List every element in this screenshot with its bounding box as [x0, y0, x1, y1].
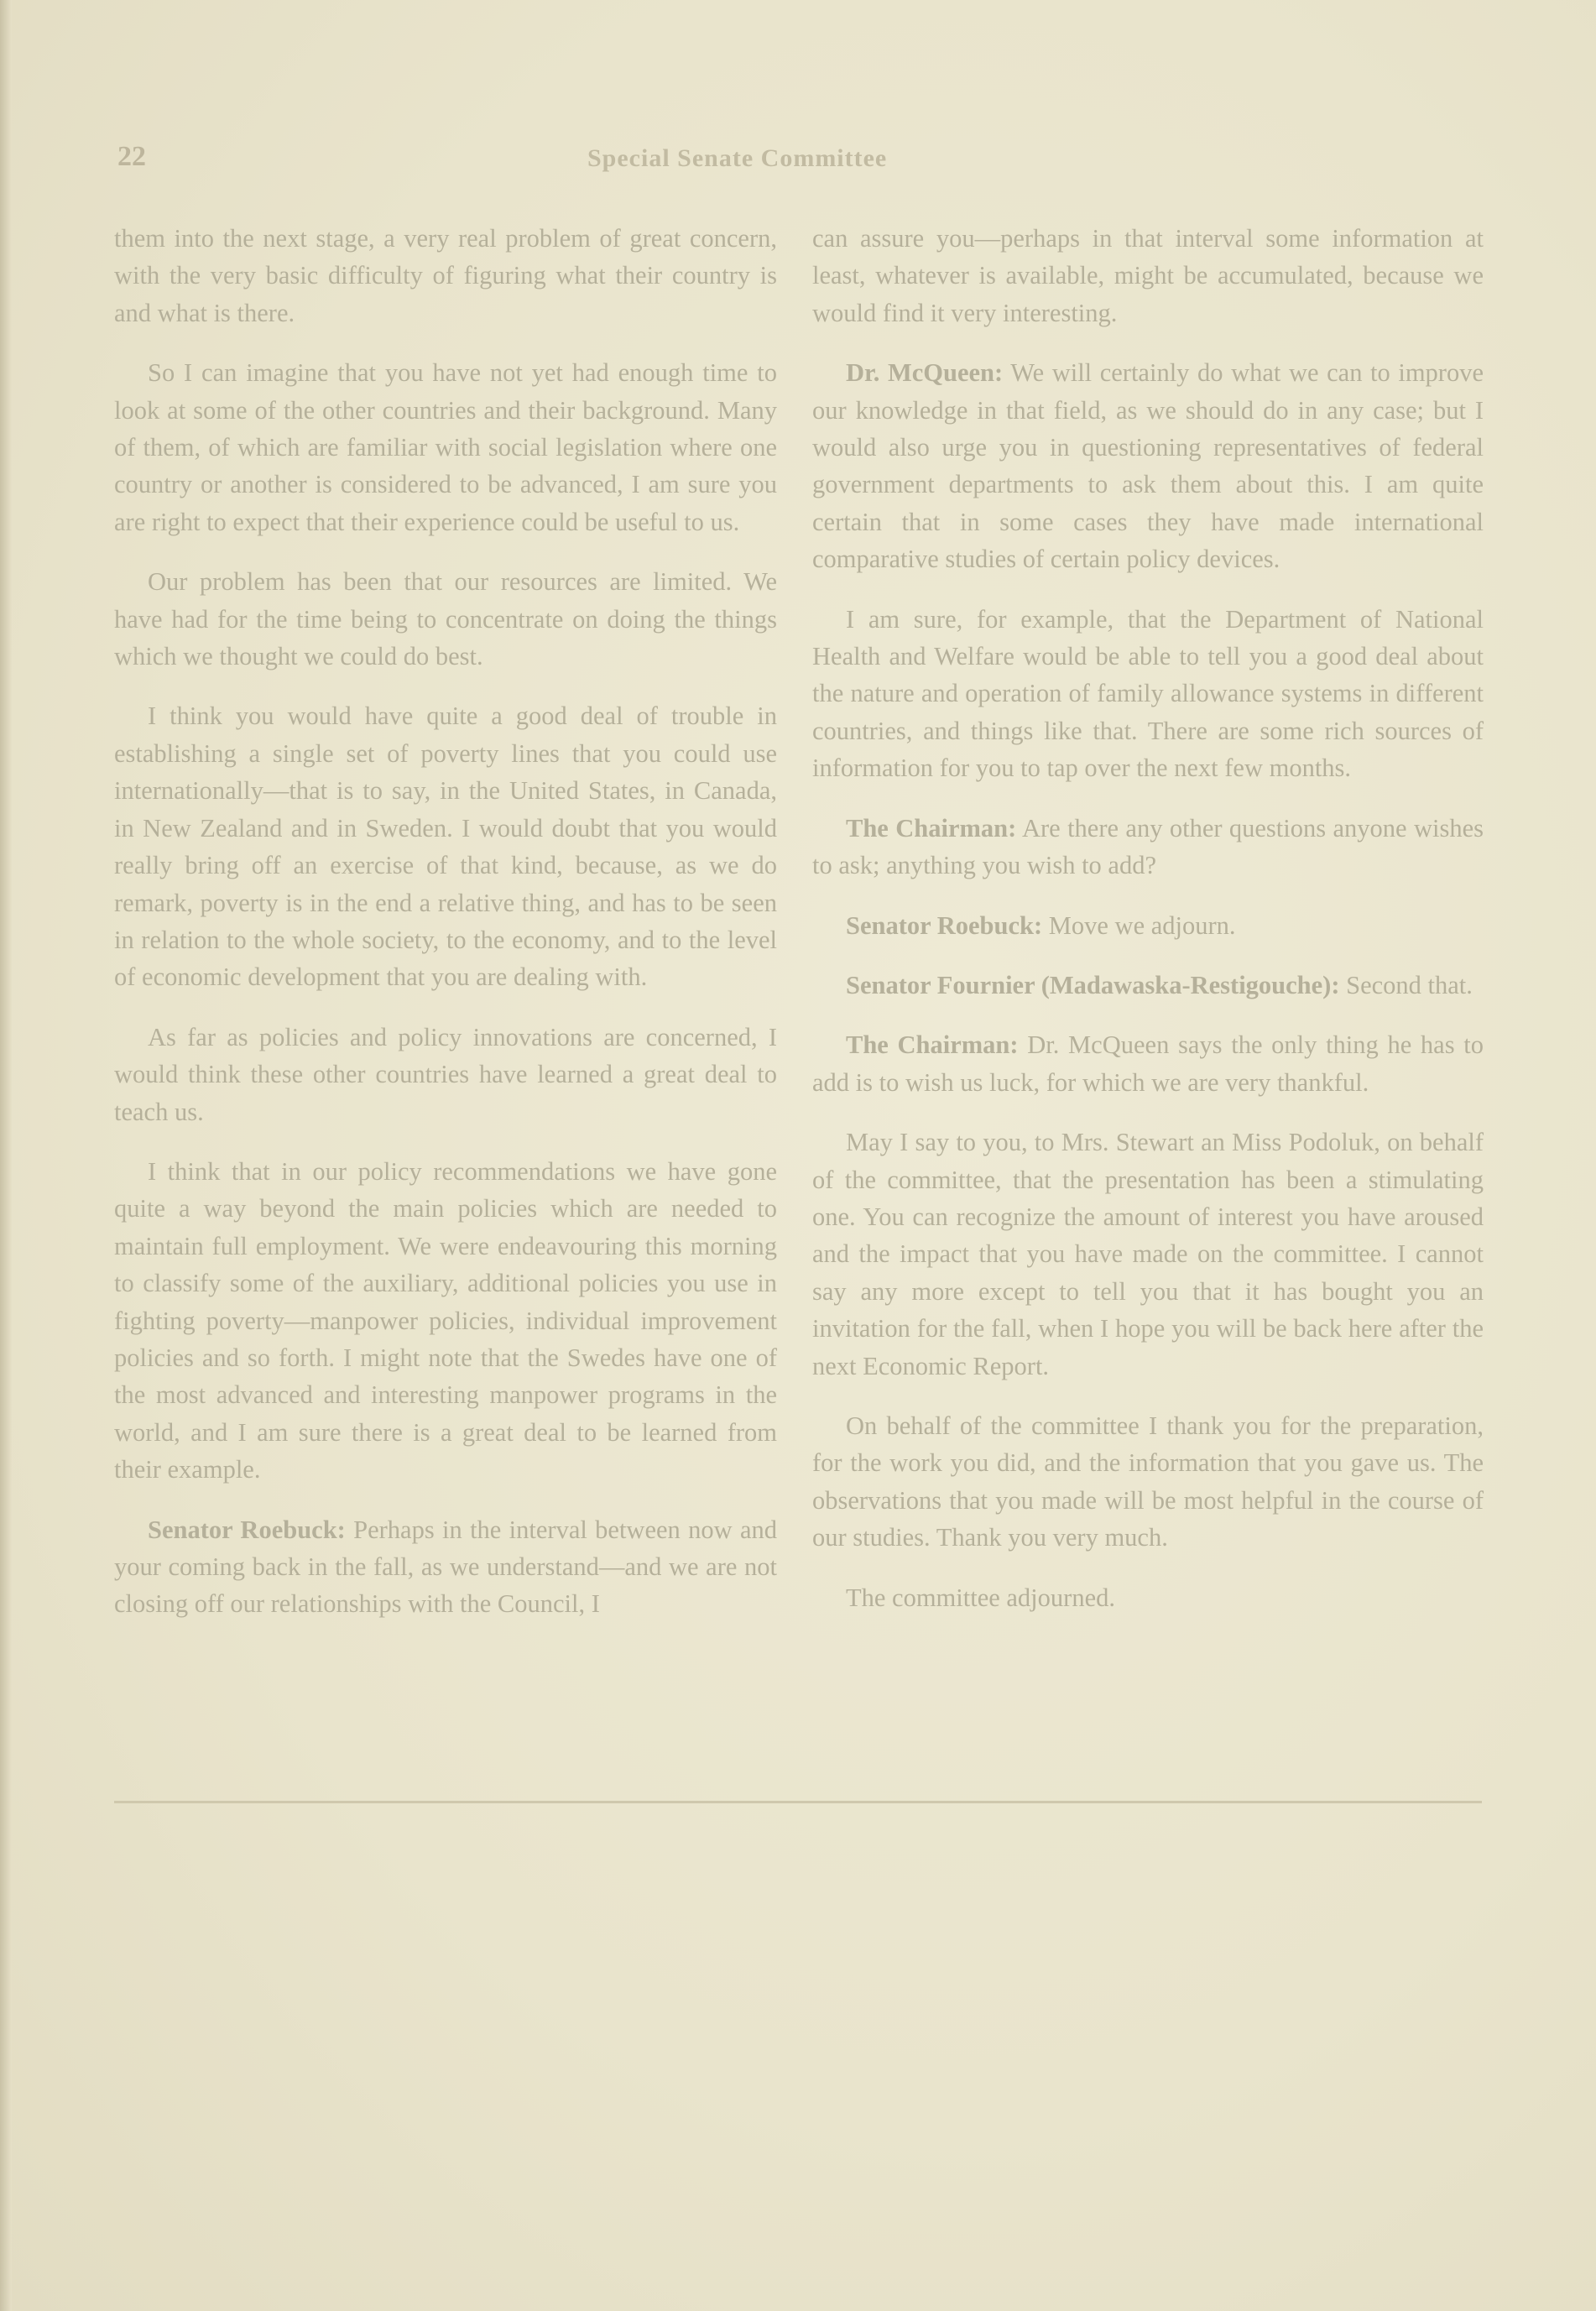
paragraph: [812, 907, 1484, 944]
binding-edge: [0, 0, 12, 2311]
paragraph: [114, 1511, 777, 1623]
paragraph-text: Dr. McQueen says the only thing he has to add is to wish us luck, for which we are very thankful.: [812, 1030, 1484, 1097]
paragraph: [812, 1407, 1484, 1557]
paragraph: [812, 967, 1484, 1004]
paragraph-text: them into the next stage, a very real problem of great concern, with the very basic difficulty of figuring what their country is and what is there.: [114, 224, 777, 327]
page-header: [117, 141, 1479, 183]
speaker-name: The Chairman:: [846, 1030, 1019, 1060]
paragraph: [812, 601, 1484, 787]
paragraph: [812, 1579, 1484, 1616]
speaker-name: Senator Roebuck:: [846, 910, 1043, 940]
paragraph: [812, 354, 1484, 577]
paragraph-text: Our problem has been that our resources are limited. We have had for the time being to concentrate on doing the things which we thought we could do best.: [114, 567, 777, 671]
paragraph: [812, 810, 1484, 884]
paragraph: [812, 1124, 1484, 1385]
paragraph-text: On behalf of the committee I thank you for the preparation, for the work you did, and the information that you gave us. The observations that you made will be most helpful in the course of our studies. Thank you very much.: [812, 1411, 1484, 1552]
paragraph-text: As far as policies and policy innovations are concerned, I would think these other countries have learned a great deal to teach us.: [114, 1022, 777, 1126]
paragraph-text: I am sure, for example, that the Department of National Health and Welfare would be able to tell you a good deal about the nature and operation of family allowance systems in different countries, and things like that. There are some rich sources of information for you to tap over the next few months.: [812, 604, 1484, 783]
paragraph: [114, 220, 777, 331]
speaker-name: Senator Roebuck:: [148, 1515, 346, 1544]
paragraph-text: May I say to you, to Mrs. Stewart an Miss Podoluk, on behalf of the committee, that the presentation has been a stimulating one. You can recognize the amount of interest you have aroused and the impact that you have made on the committee. I cannot say any more except to tell you that it has bought you an invitation for the fall, when I hope you will be back here after the next Economic Report.: [812, 1128, 1484, 1380]
paragraph: [114, 354, 777, 540]
paragraph-text: Move we adjourn.: [1042, 910, 1236, 940]
paragraph-text: Second that.: [1339, 970, 1473, 999]
speaker-name: The Chairman:: [846, 813, 1017, 842]
paragraph: [812, 220, 1484, 331]
paragraph-text: I think that in our policy recommendations we have gone quite a way beyond the main policies which are needed to maintain full employment. We were endeavouring this morning to classify some of the auxiliary, additional policies you use in fighting poverty—manpower policies, individual improvement policies and so forth. I might note that the Swedes have one of the most advanced and interesting manpower programs in the world, and I am sure there is a great deal to be learned from their example.: [114, 1156, 777, 1484]
paragraph: [114, 697, 777, 995]
paragraph-text: I think you would have quite a good deal of trouble in establishing a single set of poverty lines that you could use internationally—that is to say, in the United States, in Canada, in New Zealand and in Sweden. I would doubt that you would really bring off an exercise of that kind, because, as we do remark, poverty is in the end a relative thing, and has to be seen in relation to the whole society, to the economy, and to the level of economic development that you are dealing with.: [114, 702, 777, 992]
left-column: [114, 220, 777, 1646]
paragraph: [114, 1153, 777, 1489]
paragraph-text: can assure you—perhaps in that interval some information at least, whatever is available, might be accumulated, because we would find it very interesting.: [812, 224, 1484, 327]
right-column: [812, 220, 1484, 1639]
paragraph: [114, 1019, 777, 1130]
paragraph-text: So I can imagine that you have not yet had enough time to look at some of the other countries and their background. Many of them, of which are familiar with social legislation where one country or another is considered to be advanced, I am sure you are right to expect that their experience could be useful to us.: [114, 358, 777, 536]
speaker-name: Dr. McQueen:: [846, 358, 1004, 388]
page-number: 22: [117, 141, 146, 172]
bottom-rule: [114, 1801, 1482, 1803]
paragraph-text: Are there any other questions anyone wishes to ask; anything you wish to add?: [812, 813, 1484, 880]
paragraph-text: We will certainly do what we can to improve our knowledge in that field, as we should do in any case; but I would also urge you in questioning representatives of federal government departments to ask them about this. I am quite certain that in some cases they have made international comparative studies of certain policy devices.: [812, 358, 1484, 574]
paragraph: [812, 1026, 1484, 1101]
paragraph: [114, 563, 777, 675]
speaker-name: Senator Fournier (Madawaska-Restigouche):: [846, 970, 1340, 999]
paragraph-text: Perhaps in the interval between now and your coming back in the fall, as we understand—and we are not closing off our relationships with the Council, I: [114, 1515, 777, 1619]
paragraph-text: The committee adjourned.: [846, 1583, 1115, 1612]
running-head: Special Senate Committee: [587, 144, 888, 172]
